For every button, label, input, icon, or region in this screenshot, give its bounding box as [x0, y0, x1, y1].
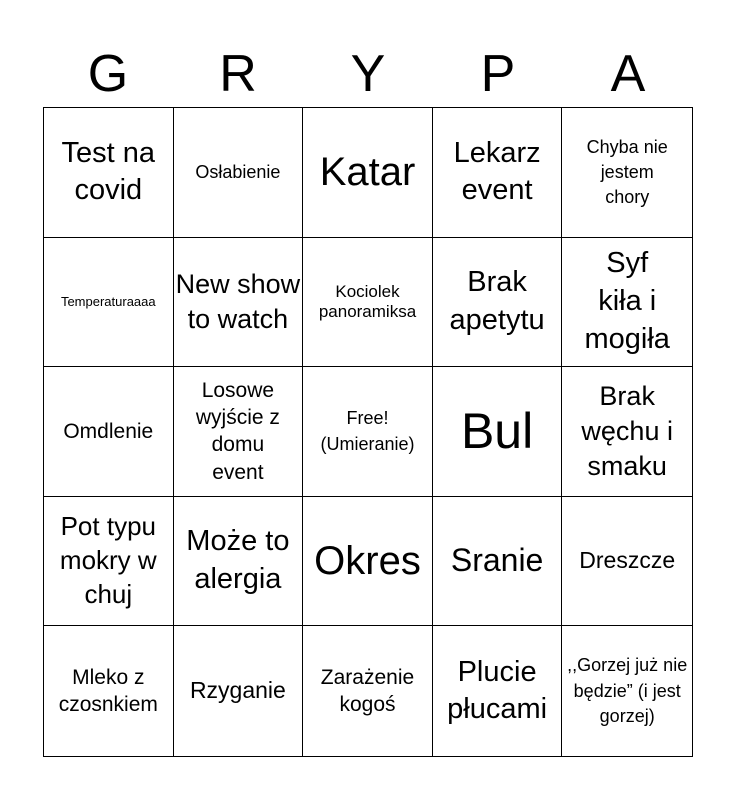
- bingo-cell[interactable]: Chyba nie jestem chory: [562, 108, 692, 238]
- header-letter-r: R: [219, 45, 257, 103]
- bingo-cell[interactable]: Omdlenie: [44, 367, 174, 497]
- bingo-cell[interactable]: Osłabienie: [174, 108, 304, 238]
- bingo-cell[interactable]: ,,Gorzej już nie będzie” (i jest gorzej): [567, 655, 688, 726]
- bingo-cell[interactable]: Bul: [433, 367, 563, 497]
- bingo-cell[interactable]: Pot typu mokry w chuj: [44, 497, 174, 627]
- bingo-cell[interactable]: Okres: [303, 497, 433, 627]
- bingo-cell[interactable]: Plucie płucami: [433, 626, 563, 756]
- bingo-cell[interactable]: Lekarz event: [433, 108, 563, 238]
- bingo-cell[interactable]: Mleko z czosnkiem: [44, 626, 174, 756]
- bingo-cell[interactable]: Dreszcze: [562, 497, 692, 627]
- bingo-cell[interactable]: Test na covid: [44, 108, 174, 238]
- header-letter-a: A: [610, 45, 646, 103]
- bingo-cell[interactable]: Free! (Umieranie): [303, 367, 433, 497]
- bingo-cell[interactable]: Rzyganie: [174, 626, 304, 756]
- bingo-header: [43, 40, 693, 108]
- bingo-cell[interactable]: Brak apetytu: [433, 238, 563, 368]
- bingo-cell[interactable]: Może to alergia: [174, 497, 304, 627]
- bingo-cell[interactable]: New show to watch: [174, 238, 304, 368]
- bingo-cell[interactable]: Zarażenie kogoś: [303, 626, 433, 756]
- bingo-cell[interactable]: Katar: [303, 108, 433, 238]
- bingo-cell[interactable]: Kociolek panoramiksa: [303, 238, 433, 368]
- bingo-cell[interactable]: Losowe wyjście z domu event: [174, 367, 304, 497]
- header-letter-p: P: [480, 45, 516, 103]
- bingo-cell[interactable]: Brak węchu i smaku: [562, 367, 692, 497]
- bingo-cell[interactable]: Temperaturaaaa: [44, 238, 174, 368]
- bingo-board: [43, 107, 693, 757]
- bingo-cell[interactable]: Sranie: [433, 497, 563, 627]
- bingo-cell[interactable]: Syf kiła i mogiła: [562, 238, 692, 368]
- header-letter-g: G: [87, 45, 129, 103]
- header-letter-y: Y: [350, 45, 386, 103]
